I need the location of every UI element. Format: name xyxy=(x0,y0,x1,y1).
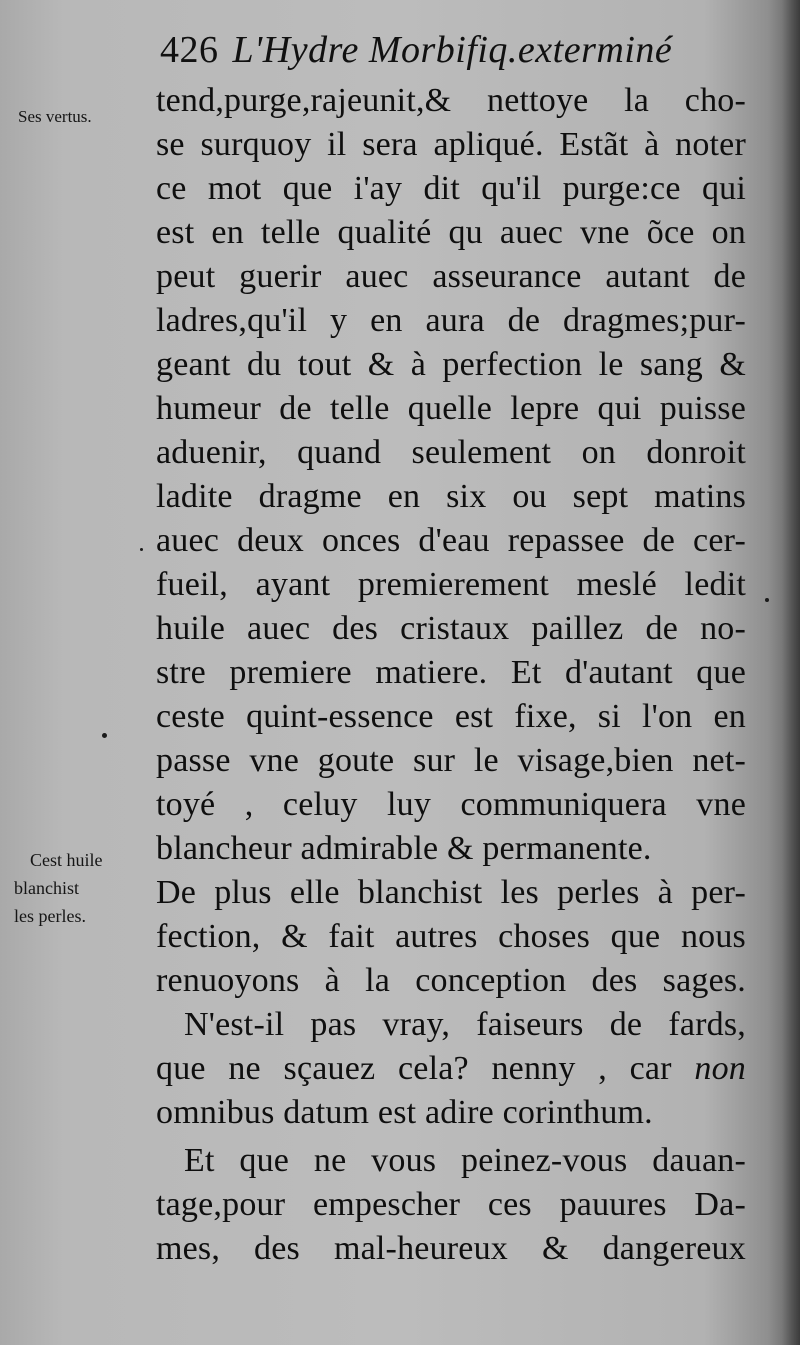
page-number: 426 xyxy=(160,29,219,71)
text-line: mes, des mal-heureux & dangereux xyxy=(156,1230,746,1267)
margin-note-line: les perles. xyxy=(14,906,86,926)
text-line-with-italic xyxy=(156,1050,746,1094)
text-line: passe vne goute sur le visage,bien net- xyxy=(156,742,746,779)
text-line: renuoyons à la conception des sages. xyxy=(156,962,746,999)
text-line: ce mot que i'ay dit qu'il purge:ce qui xyxy=(156,170,746,207)
text-line: peut guerir auec asseurance autant de xyxy=(156,258,746,295)
italic-fragment: non xyxy=(694,1050,746,1087)
text-line: ceste quint-essence est fixe, si l'on en xyxy=(156,698,746,735)
text-line: N'est-il pas vray, faiseurs de fards, xyxy=(184,1006,746,1043)
text-line-roman-part: que ne sçauez cela? nenny , car xyxy=(156,1050,672,1087)
text-line: geant du tout & à perfection le sang & xyxy=(156,346,746,383)
text-line: stre premiere matiere. Et d'autant que xyxy=(156,654,746,691)
running-title: L'Hydre Morbifiq.exterminé xyxy=(232,29,673,71)
text-line: Et que ne vous peinez-vous dauan- xyxy=(184,1142,746,1179)
text-line: se surquoy il sera apliqué. Estãt à noter xyxy=(156,126,746,163)
text-line: est en telle qualité qu auec vne õce on xyxy=(156,214,746,251)
text-line: toyé , celuy luy communiquera vne xyxy=(156,786,746,823)
text-line: blancheur admirable & permanente. xyxy=(156,830,652,867)
text-line: fection, & fait autres choses que nous xyxy=(156,918,746,955)
margin-note-line: Ses vertus. xyxy=(18,107,92,126)
ink-speck xyxy=(140,548,143,551)
text-line: huile auec des cristaux paillez de no- xyxy=(156,610,746,647)
ink-speck xyxy=(102,733,107,738)
margin-note-line: Cest huile xyxy=(30,850,103,870)
text-line: tage,pour empescher ces pauures Da- xyxy=(156,1186,746,1223)
text-line: auec deux onces d'eau repassee de cer- xyxy=(156,522,746,559)
running-header xyxy=(160,28,790,88)
text-line: ladite dragme en six ou sept matins xyxy=(156,478,746,515)
text-line: humeur de telle quelle lepre qui puisse xyxy=(156,390,746,427)
text-line: aduenir, quand seulement on donroit xyxy=(156,434,746,471)
text-line-italic: omnibus datum est adire corinthum. xyxy=(156,1094,653,1131)
ink-speck xyxy=(765,598,769,602)
text-line: De plus elle blanchist les perles à per- xyxy=(156,874,746,911)
margin-note-virtues xyxy=(18,106,92,128)
margin-note-line: blanchist xyxy=(14,878,79,898)
margin-note-pearls xyxy=(14,846,103,930)
text-line: tend,purge,rajeunit,& nettoye la cho- xyxy=(156,82,746,119)
text-line: ladres,qu'il y en aura de dragmes;pur- xyxy=(156,302,746,339)
text-line: fueil, ayant premierement meslé ledit xyxy=(156,566,746,603)
